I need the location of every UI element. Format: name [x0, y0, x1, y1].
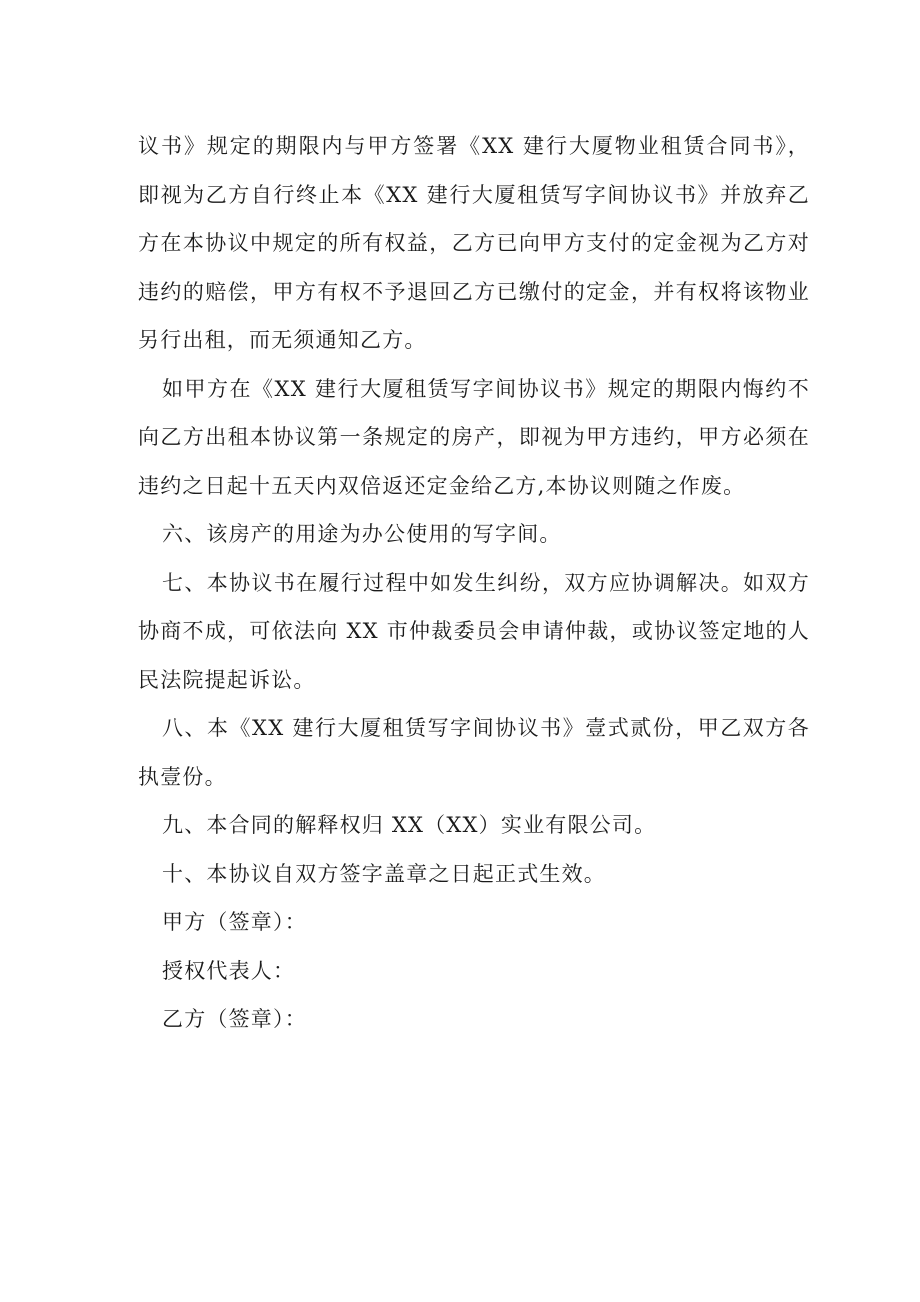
clause-ten: 十、本协议自双方签字盖章之日起正式生效。: [162, 861, 606, 886]
clause-nine: 九、本合同的解释权归 XX（XX）实业有限公司。: [162, 813, 657, 837]
paragraph-breach-party-b: 议书》规定的期限内与甲方签署《XX 建行大厦物业租赁合同书》，即视为乙方自行终止本《XX 建行大厦租赁写字间协议书》并放弃乙方在本协议中规定的所有权益，乙方已向甲方支付的定金视为乙方对违约的赔偿，甲方有权不予退回乙方已缴付的定金，并有权将该物业另行出租，而无须通知乙方。: [138, 134, 810, 352]
clause-seven: 七、本协议书在履行过程中如发生纠纷，双方应协调解决。如双方协商不成，可依法向 XX 市仲裁委员会申请仲裁，或协议签定地的人民法院提起诉讼。: [138, 570, 810, 692]
signature-party-a: 甲方（签章）：: [162, 910, 307, 934]
paragraph-breach-party-a: 如甲方在《XX 建行大厦租赁写字间协议书》规定的期限内悔约不向乙方出租本协议第一条规定的房产，即视为甲方违约，甲方必须在违约之日起十五天内双倍返还定金给乙方,本协议则随之作废。: [138, 376, 810, 498]
signature-party-b: 乙方（签章）：: [162, 1007, 307, 1031]
clause-six: 六、该房产的用途为办公使用的写字间。: [162, 522, 562, 546]
document-body: [138, 122, 810, 1044]
signature-representative: 授权代表人：: [162, 958, 296, 983]
clause-eight: 八、本《XX 建行大厦租赁写字间协议书》壹式贰份，甲乙双方各执壹份。: [138, 716, 810, 789]
